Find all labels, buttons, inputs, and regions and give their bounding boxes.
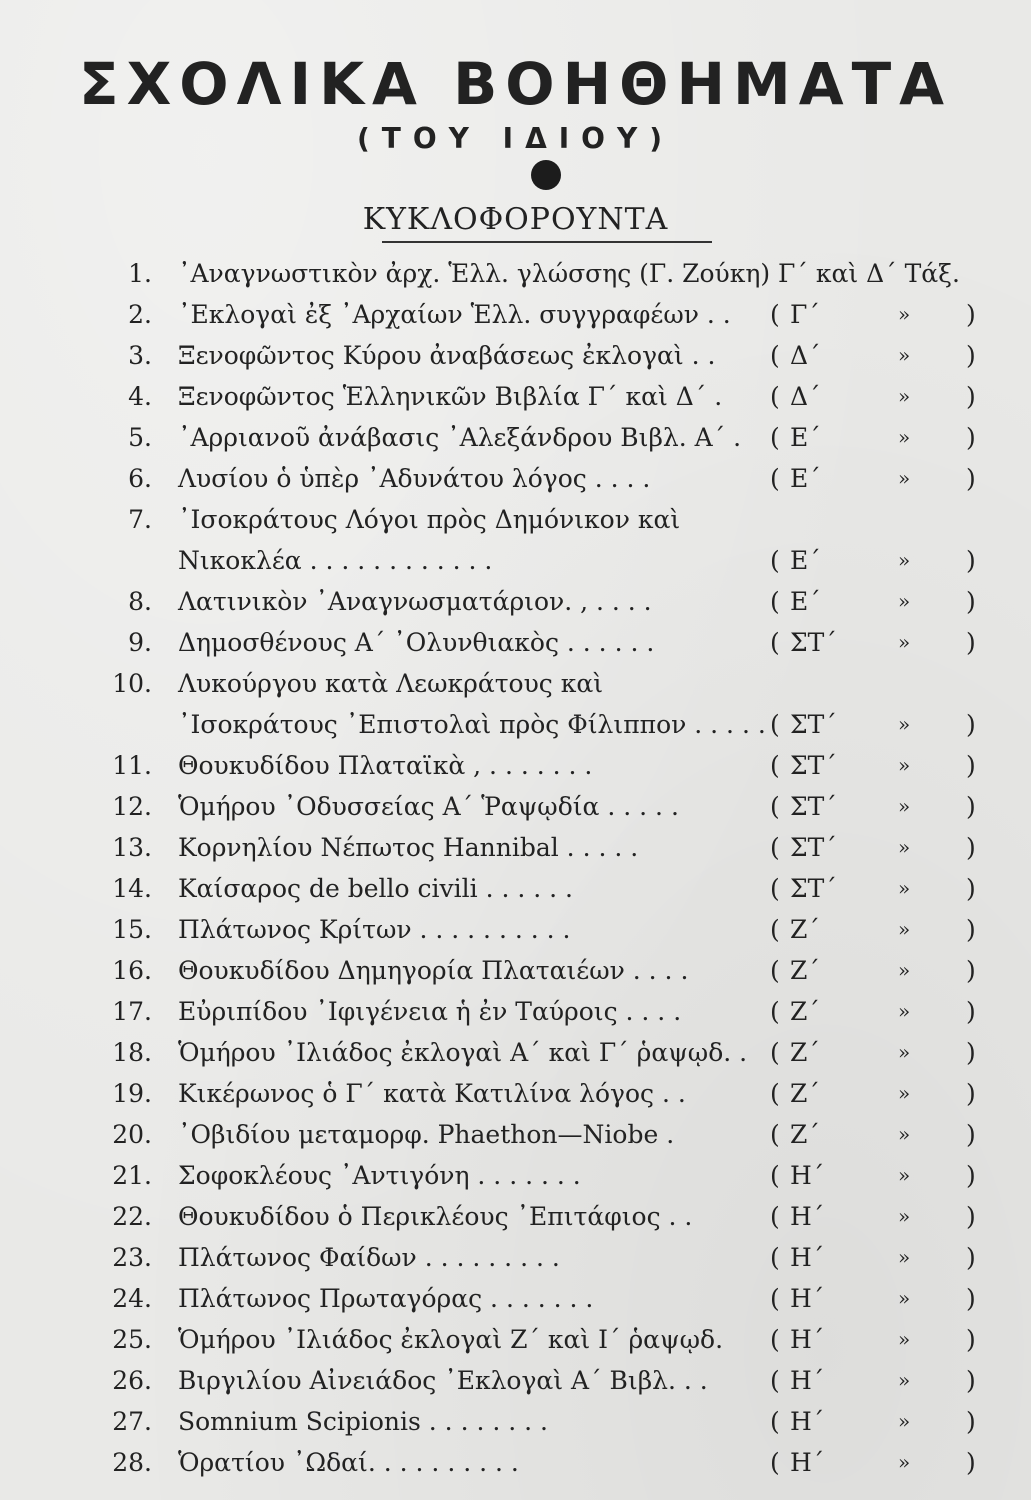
paren-close: ) (966, 997, 976, 1026)
page-title: ΣΧΟΛΙΚΑ ΒΟΗΘΗΜΑΤΑ (78, 50, 953, 118)
paren-close: ) (966, 833, 976, 862)
item-title: Ὁρατίου ᾿Ωδαί. . . . . . . . . . (178, 1448, 519, 1477)
paren-close: ) (966, 1243, 976, 1272)
list-item (0, 950, 1031, 991)
grade-label: Ζ΄ (790, 997, 820, 1026)
grade-label: Ε΄ (790, 546, 821, 575)
paren-close: ) (966, 300, 976, 329)
item-number: 16. (112, 956, 152, 985)
item-title: Λυσίου ὁ ὑπὲρ ᾿Αδυνάτου λόγος . . . . (178, 464, 651, 493)
paren-close: ) (966, 1202, 976, 1231)
paren-open: ( (770, 1038, 780, 1067)
page-subtitle: (ΤΟΥ ΙΔΙΟΥ) (356, 122, 675, 155)
paren-open: ( (770, 423, 780, 452)
item-title: Κικέρωνος ὁ Γ΄ κατὰ Κατιλίνα λόγος . . (178, 1079, 686, 1108)
item-number: 26. (112, 1366, 152, 1395)
item-title: ᾿Οβιδίου μεταμορφ. Phaethon—Niobe . (178, 1120, 675, 1149)
list-item (0, 1155, 1031, 1196)
item-number: 12. (112, 792, 152, 821)
item-number: 7. (128, 505, 152, 534)
item-title: ᾿Εκλογαὶ ἐξ ᾿Αρχαίων Ἑλλ. συγγραφέων . . (178, 300, 731, 329)
paren-open: ( (770, 1079, 780, 1108)
paren-close: ) (966, 1079, 976, 1108)
ditto-mark: » (898, 1122, 911, 1146)
item-number: 9. (128, 628, 152, 657)
grade-label: Ζ΄ (790, 956, 820, 985)
paren-open: ( (770, 956, 780, 985)
grade-label: Η΄ (790, 1407, 825, 1436)
ditto-mark: » (898, 302, 911, 326)
ditto-mark: » (898, 466, 911, 490)
list-item (0, 1360, 1031, 1401)
item-number: 6. (128, 464, 152, 493)
list-item (0, 991, 1031, 1032)
paren-close: ) (966, 956, 976, 985)
item-title: ᾿Ισοκράτους Λόγοι πρὸς Δημόνικον καὶ Νικοκλέα . . . . . . . . . . . . (178, 505, 681, 575)
grade-label: ΣΤ΄ (790, 792, 837, 821)
paren-close: ) (966, 874, 976, 903)
grade-label: Ζ΄ (790, 915, 820, 944)
item-title: Καίσαρος de bello civili . . . . . . (178, 874, 574, 903)
item-number: 15. (112, 915, 152, 944)
paren-open: ( (770, 792, 780, 821)
paren-open: ( (770, 1161, 780, 1190)
paren-close: ) (966, 710, 976, 739)
grade-label: Γ΄ (790, 300, 820, 329)
paren-close: ) (966, 1325, 976, 1354)
bullet-dot-icon (531, 160, 561, 190)
list-item (0, 786, 1031, 827)
list-item (0, 1114, 1031, 1155)
paren-close: ) (966, 792, 976, 821)
ditto-mark: » (898, 343, 911, 367)
item-title: Λυκούργου κατὰ Λεωκράτους καὶ ᾿Ισοκράτους ᾿Επιστολαὶ πρὸς Φίλιππον . . . . . (178, 669, 766, 739)
list-item (0, 458, 1031, 499)
ditto-mark: » (898, 876, 911, 900)
item-title: Ὁμήρου ᾿Ιλιάδος ἐκλογαὶ Ζ΄ καὶ Ι΄ ῥαψῳδ. (178, 1325, 724, 1354)
grade-label: ΣΤ΄ (790, 710, 837, 739)
grade-label: Η΄ (790, 1448, 825, 1477)
grade-label: Ζ΄ (790, 1038, 820, 1067)
item-title: Πλάτωνος Πρωταγόρας . . . . . . . (178, 1284, 594, 1313)
ditto-mark: » (898, 835, 911, 859)
paren-open: ( (770, 382, 780, 411)
item-title: Λατινικὸν ᾿Αναγνωσματάριον. , . . . . (178, 587, 652, 616)
item-number: 13. (112, 833, 152, 862)
list-item (0, 1401, 1031, 1442)
item-number: 21. (112, 1161, 152, 1190)
grade-label: Ζ΄ (790, 1120, 820, 1149)
grade-label: Η΄ (790, 1243, 825, 1272)
ditto-mark: » (898, 917, 911, 941)
item-title: Ξενοφῶντος Κύρου ἀναβάσεως ἐκλογαὶ . . (178, 341, 716, 370)
item-number: 8. (128, 587, 152, 616)
item-number: 22. (112, 1202, 152, 1231)
item-title: Θουκυδίδου Δημηγορία Πλαταιέων . . . . (178, 956, 689, 985)
paren-open: ( (770, 1366, 780, 1395)
ditto-mark: » (898, 1040, 911, 1064)
ditto-mark: » (898, 384, 911, 408)
item-title: Εὐριπίδου ᾿Ιφιγένεια ἡ ἐν Ταύροις . . . . (178, 997, 682, 1026)
grade-label: ΣΤ΄ (790, 628, 837, 657)
item-title: Δημοσθένους Α΄ ᾿Ολυνθιακὸς . . . . . . (178, 628, 655, 657)
ditto-mark: » (898, 753, 911, 777)
list-item (0, 376, 1031, 417)
ditto-mark: » (898, 958, 911, 982)
paren-close: ) (966, 1448, 976, 1477)
list-item (0, 745, 1031, 786)
paren-close: ) (966, 1407, 976, 1436)
list-item (0, 827, 1031, 868)
item-title: Πλάτωνος Φαίδων . . . . . . . . . (178, 1243, 560, 1272)
item-number: 27. (112, 1407, 152, 1436)
ditto-mark: » (898, 630, 911, 654)
list-item (0, 253, 1031, 294)
paren-close: ) (966, 341, 976, 370)
item-title: Βιργιλίου Αἰνειάδος ᾿Εκλογαὶ Α΄ Βιβλ. . . (178, 1366, 708, 1395)
grade-label: ΣΤ΄ (790, 751, 837, 780)
paren-open: ( (770, 341, 780, 370)
item-title: Ὁμήρου ᾿Ιλιάδος ἐκλογαὶ Α΄ καὶ Γ΄ ῥαψῳδ. . (178, 1038, 748, 1067)
ditto-mark: » (898, 1081, 911, 1105)
ditto-mark: » (898, 1409, 911, 1433)
paren-close: ) (966, 546, 976, 575)
paren-close: ) (966, 1038, 976, 1067)
item-title: Ξενοφῶντος Ἑλληνικῶν Βιβλία Γ΄ καὶ Δ΄ . (178, 382, 723, 411)
grade-label: Δ΄ (790, 341, 821, 370)
paren-open: ( (770, 710, 780, 739)
list-item (0, 622, 1031, 663)
ditto-mark: » (898, 589, 911, 613)
item-number: 25. (112, 1325, 152, 1354)
list-item (0, 581, 1031, 622)
paren-open: ( (770, 1448, 780, 1477)
heading-underline (382, 241, 712, 243)
item-title: Ὁμήρου ᾿Οδυσσείας Α΄ Ῥαψῳδία . . . . . (178, 792, 679, 821)
paren-close: ) (966, 915, 976, 944)
ditto-mark: » (898, 1327, 911, 1351)
paren-open: ( (770, 1284, 780, 1313)
list-item (0, 909, 1031, 950)
list-item (0, 1073, 1031, 1114)
ditto-mark: » (898, 1245, 911, 1269)
paren-open: ( (770, 833, 780, 862)
paren-open: ( (770, 1243, 780, 1272)
ditto-mark: » (898, 425, 911, 449)
item-number: 11. (112, 751, 152, 780)
item-number: 19. (112, 1079, 152, 1108)
paren-open: ( (770, 464, 780, 493)
list-item (0, 1237, 1031, 1278)
item-number: 18. (112, 1038, 152, 1067)
list-item (0, 294, 1031, 335)
grade-label: Ε΄ (790, 423, 821, 452)
item-number: 17. (112, 997, 152, 1026)
item-title: ᾿Αναγνωστικὸν ἀρχ. Ἑλλ. γλώσσης (Γ. Ζούκη) Γ΄ καὶ Δ΄ Τάξ. (178, 259, 960, 288)
ditto-mark: » (898, 712, 911, 736)
item-title: Θουκυδίδου Πλαταϊκὰ , . . . . . . . (178, 751, 593, 780)
grade-label: Ζ΄ (790, 1079, 820, 1108)
paren-open: ( (770, 1120, 780, 1149)
item-number: 2. (128, 300, 152, 329)
grade-label: Η΄ (790, 1366, 825, 1395)
paren-close: ) (966, 464, 976, 493)
paren-open: ( (770, 1202, 780, 1231)
section-heading: ΚΥΚΛΟΦΟΡΟΥΝΤΑ (362, 202, 669, 237)
ditto-mark: » (898, 548, 911, 572)
list-item (0, 1442, 1031, 1483)
item-title: Πλάτωνος Κρίτων . . . . . . . . . . (178, 915, 571, 944)
paren-close: ) (966, 382, 976, 411)
item-number: 23. (112, 1243, 152, 1272)
paren-open: ( (770, 628, 780, 657)
list-item (0, 868, 1031, 909)
item-title: Σοφοκλέους ᾿Αντιγόνη . . . . . . . (178, 1161, 581, 1190)
paren-open: ( (770, 1407, 780, 1436)
ditto-mark: » (898, 1368, 911, 1392)
grade-label: Η΄ (790, 1284, 825, 1313)
paren-open: ( (770, 300, 780, 329)
list-item (0, 417, 1031, 458)
paren-close: ) (966, 628, 976, 657)
paren-close: ) (966, 423, 976, 452)
paren-close: ) (966, 1161, 976, 1190)
grade-label: Η΄ (790, 1202, 825, 1231)
list-item (0, 1319, 1031, 1360)
paren-close: ) (966, 1120, 976, 1149)
paren-open: ( (770, 587, 780, 616)
paren-close: ) (966, 587, 976, 616)
paren-close: ) (966, 1366, 976, 1395)
item-title: Κορνηλίου Νέπωτος Hannibal . . . . . (178, 833, 639, 862)
paren-open: ( (770, 915, 780, 944)
ditto-mark: » (898, 1204, 911, 1228)
item-number: 5. (128, 423, 152, 452)
ditto-mark: » (898, 999, 911, 1023)
paren-open: ( (770, 751, 780, 780)
item-number: 3. (128, 341, 152, 370)
paren-open: ( (770, 997, 780, 1026)
list-item (0, 663, 1031, 745)
item-title: Θουκυδίδου ὁ Περικλέους ᾿Επιτάφιος . . (178, 1202, 693, 1231)
ditto-mark: » (898, 1286, 911, 1310)
paren-open: ( (770, 546, 780, 575)
item-number: 10. (112, 669, 152, 698)
item-number: 20. (112, 1120, 152, 1149)
item-number: 28. (112, 1448, 152, 1477)
list-item (0, 335, 1031, 376)
paren-open: ( (770, 1325, 780, 1354)
ditto-mark: » (898, 1163, 911, 1187)
item-number: 14. (112, 874, 152, 903)
item-title: ᾿Αρριανοῦ ἀνάβασις ᾿Αλεξάνδρου Βιβλ. Α΄ . (178, 423, 742, 452)
paren-close: ) (966, 1284, 976, 1313)
list-item (0, 499, 1031, 581)
item-title: Somnium Scipionis . . . . . . . . (178, 1407, 548, 1436)
grade-label: Δ΄ (790, 382, 821, 411)
list-item (0, 1278, 1031, 1319)
grade-label: ΣΤ΄ (790, 833, 837, 862)
grade-label: Η΄ (790, 1161, 825, 1190)
grade-label: ΣΤ΄ (790, 874, 837, 903)
list-item (0, 1032, 1031, 1073)
book-list (0, 253, 1031, 1483)
grade-label: Ε΄ (790, 587, 821, 616)
ditto-mark: » (898, 794, 911, 818)
item-number: 24. (112, 1284, 152, 1313)
list-item (0, 1196, 1031, 1237)
item-number: 4. (128, 382, 152, 411)
paren-close: ) (966, 751, 976, 780)
grade-label: Η΄ (790, 1325, 825, 1354)
ditto-mark: » (898, 1450, 911, 1474)
item-number: 1. (128, 259, 152, 288)
grade-label: Ε΄ (790, 464, 821, 493)
paren-open: ( (770, 874, 780, 903)
